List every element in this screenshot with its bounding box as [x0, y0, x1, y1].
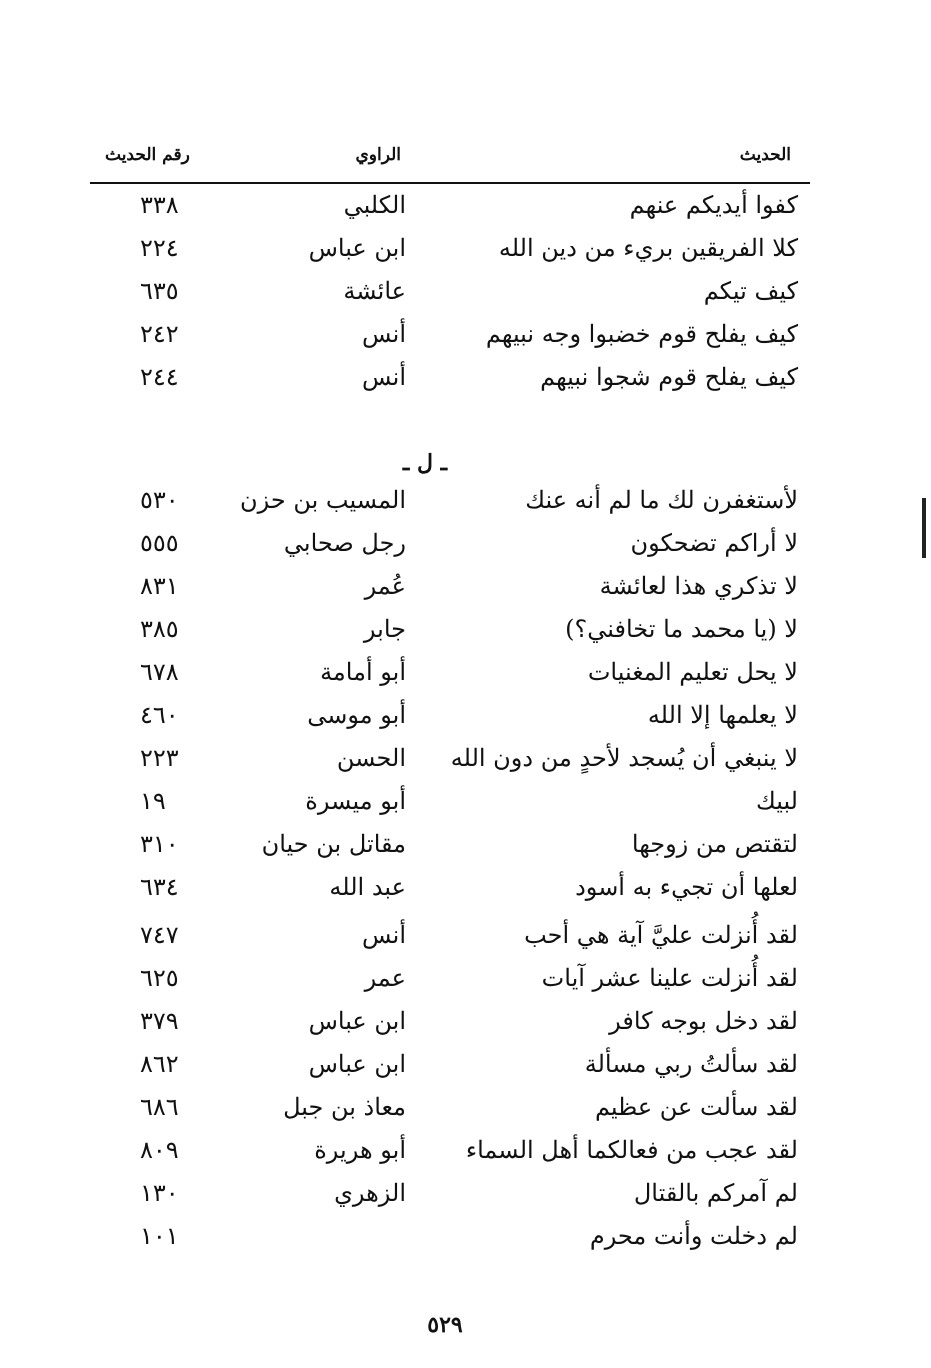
table-row — [0, 314, 931, 354]
table-row — [0, 480, 931, 520]
header-hadith: الحديث — [739, 145, 791, 165]
hadith-text: لا تذكري هذا لعائشة — [599, 572, 798, 600]
table-row — [0, 609, 931, 649]
header-rule — [90, 182, 810, 184]
hadith-number: ١٩ — [140, 787, 166, 815]
narrator: أنس — [362, 320, 406, 348]
page-edge-mark — [922, 498, 926, 558]
hadith-text: لقد دخل بوجه كافر — [609, 1007, 798, 1035]
hadith-number: ٦٣٥ — [140, 277, 179, 305]
hadith-number: ٧٤٧ — [140, 921, 179, 949]
section-heading-lam: ـ ل ـ — [402, 450, 448, 476]
table-row — [0, 915, 931, 955]
hadith-number: ٣٧٩ — [140, 1007, 179, 1035]
table-row — [0, 1087, 931, 1127]
table-row — [0, 357, 931, 397]
narrator: ابن عباس — [308, 1007, 406, 1035]
hadith-text: كيف تيكم — [703, 277, 798, 305]
narrator: ابن عباس — [308, 234, 406, 262]
hadith-number: ٣٨٥ — [140, 615, 179, 643]
hadith-text: لا يحل تعليم المغنيات — [587, 658, 798, 686]
hadith-number: ٢٢٤ — [140, 234, 179, 262]
narrator: أنس — [362, 363, 406, 391]
table-row — [0, 652, 931, 692]
hadith-text: لقد أُنزلت علينا عشر آيات — [541, 964, 798, 992]
table-row — [0, 566, 931, 606]
narrator: عُمر — [364, 572, 406, 600]
narrator: المسيب بن حزن — [240, 486, 406, 514]
table-row — [0, 958, 931, 998]
table-row — [0, 695, 931, 735]
hadith-text: لعلها أن تجيء به أسود — [575, 873, 798, 901]
table-row — [0, 1173, 931, 1213]
hadith-text: لقد أُنزلت عليَّ آية هي أحب — [524, 921, 798, 949]
narrator: أبو أمامة — [320, 658, 406, 686]
hadith-number: ٨٣١ — [140, 572, 179, 600]
hadith-text: لأستغفرن لك ما لم أنه عنك — [525, 486, 798, 514]
table-row — [0, 781, 931, 821]
table-row — [0, 824, 931, 864]
hadith-text: لتقتص من زوجها — [631, 830, 798, 858]
hadith-number: ٨٠٩ — [140, 1136, 179, 1164]
hadith-number: ٦٨٦ — [140, 1093, 179, 1121]
narrator: الزهري — [334, 1179, 406, 1207]
narrator: معاذ بن جبل — [283, 1093, 406, 1121]
hadith-text: كيف يفلح قوم شجوا نبيهم — [540, 363, 798, 391]
hadith-number: ٤٦٠ — [140, 701, 179, 729]
hadith-text: لبيك — [755, 787, 798, 815]
hadith-number: ٦٣٤ — [140, 873, 179, 901]
hadith-text: كفوا أيديكم عنهم — [629, 191, 798, 219]
header-narrator: الراوي — [355, 145, 401, 165]
narrator: الكلبي — [343, 191, 406, 219]
page-number: ٥٢٩ — [427, 1312, 463, 1338]
hadith-number: ٦٢٥ — [140, 964, 179, 992]
hadith-number: ٣١٠ — [140, 830, 179, 858]
hadith-number: ٣٣٨ — [140, 191, 179, 219]
narrator: أبو هريرة — [314, 1136, 406, 1164]
narrator: أبو موسى — [307, 701, 406, 729]
table-row — [0, 738, 931, 778]
narrator: رجل صحابي — [283, 529, 406, 557]
table-row — [0, 185, 931, 225]
narrator: عمر — [364, 964, 406, 992]
hadith-number: ١٠١ — [140, 1222, 179, 1250]
table-row — [0, 523, 931, 563]
hadith-text: لا يعلمها إلا الله — [647, 701, 798, 729]
narrator: عبد الله — [329, 873, 406, 901]
narrator: مقاتل بن حيان — [261, 830, 406, 858]
hadith-text: لقد سألت عن عظيم — [594, 1093, 798, 1121]
hadith-number: ٢٤٢ — [140, 320, 179, 348]
header-number: رقم الحديث — [105, 145, 190, 165]
narrator: أنس — [362, 921, 406, 949]
table-row — [0, 271, 931, 311]
hadith-number: ٨٦٢ — [140, 1050, 179, 1078]
narrator: ابن عباس — [308, 1050, 406, 1078]
hadith-text: لقد سألتُ ربي مسألة — [584, 1050, 798, 1078]
table-row — [0, 867, 931, 907]
hadith-number: ٥٣٠ — [140, 486, 179, 514]
hadith-number: ٦٧٨ — [140, 658, 179, 686]
hadith-number: ٢٤٤ — [140, 363, 179, 391]
hadith-number: ٢٢٣ — [140, 744, 179, 772]
hadith-text: لم آمركم بالقتال — [633, 1179, 798, 1207]
hadith-text: لا (يا محمد ما تخافني؟) — [565, 615, 798, 643]
narrator: الحسن — [336, 744, 406, 772]
table-row — [0, 1044, 931, 1084]
table-row — [0, 1130, 931, 1170]
narrator: جابر — [363, 615, 406, 643]
table-row — [0, 1216, 931, 1256]
hadith-text: كلا الفريقين بريء من دين الله — [498, 234, 798, 262]
table-row — [0, 228, 931, 268]
hadith-text: لم دخلت وأنت محرم — [589, 1222, 798, 1250]
table-row — [0, 1001, 931, 1041]
narrator: عائشة — [343, 277, 406, 305]
hadith-text: لا ينبغي أن يُسجد لأحدٍ من دون الله — [450, 744, 798, 772]
hadith-text: كيف يفلح قوم خضبوا وجه نبيهم — [485, 320, 798, 348]
narrator: أبو ميسرة — [305, 787, 406, 815]
hadith-number: ١٣٠ — [140, 1179, 179, 1207]
hadith-number: ٥٥٥ — [140, 529, 179, 557]
hadith-text: لا أراكم تضحكون — [630, 529, 798, 557]
hadith-text: لقد عجب من فعالكما أهل السماء — [465, 1136, 798, 1164]
